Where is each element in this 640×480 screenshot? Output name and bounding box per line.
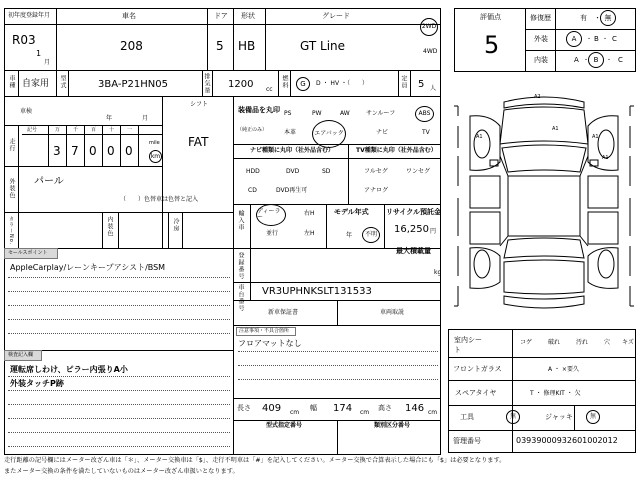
mileage-digit-1: 7	[71, 144, 79, 158]
tv-oneseg: ワンセグ	[406, 168, 431, 175]
dealer-circle	[256, 204, 286, 226]
exterior-grade-label: 外装	[534, 35, 548, 43]
front-glass-label: フロントガラス	[453, 365, 502, 373]
height-value: 146	[405, 403, 425, 414]
footer-note-2: またメーター交換の条件を満たしていないものはメーター改ざん車扱いとなります。	[4, 468, 239, 475]
mileage-digit-2: 0	[89, 144, 97, 158]
diagram-mark-a1-hood: A1	[552, 126, 559, 132]
front-glass-value: A ・ ×要久	[548, 366, 579, 373]
equipment-title: 装備品を丸印	[238, 106, 280, 114]
sheet-burn: コゲ	[520, 339, 533, 346]
jack-none-circle	[586, 410, 600, 424]
equip-airbag: エアバック	[314, 130, 344, 137]
exterior-color-note: （ ）色替車は色替と記入	[120, 196, 199, 203]
recycle-fee-label: リサイクル預託金	[386, 208, 442, 216]
fuel-gas-circle	[296, 77, 310, 91]
diagram-mark-a2: A2	[534, 94, 541, 100]
spare-tire-value: T ・ 修理KIT ・ 欠	[530, 390, 581, 397]
dealer-label: ディーラー	[257, 208, 281, 221]
length-unit: cm	[290, 409, 300, 416]
diagram-mark-a1-right: A1	[592, 134, 599, 140]
interior-grade-b: B	[593, 55, 599, 64]
footer-note-1: 走行距離の記号欄にはメーター改ざん車は「＊」、メーター交換車は「$」、走行不明車は「#」を記入してください。メーター交換で合算表示した場合にも「$」は必要となります。	[4, 457, 506, 464]
type-no-label: 型式指定番号	[266, 422, 303, 429]
tools-label: 工具	[460, 413, 474, 421]
equip-tv: TV	[422, 129, 430, 136]
inspector-line-1: 運転席しわけ、ピラー内張りA小	[10, 365, 128, 374]
diagram-mark-a1-lower: A1	[602, 155, 609, 161]
equip-ps: PS	[284, 110, 292, 117]
width-unit: cm	[360, 409, 370, 416]
equip-sunroof: サンルーフ	[366, 110, 396, 117]
nav-hdd: HDD	[246, 168, 260, 175]
sales-point-label: セールスポイント	[8, 250, 48, 256]
sheet-scratch: キズ	[622, 339, 634, 346]
sheet-tear: 破れ	[548, 339, 561, 346]
displacement-value: 1200	[228, 79, 254, 90]
unknown-circle	[362, 227, 380, 243]
equipment-subtitle: （純正のみ）	[237, 127, 268, 133]
score-value: 5	[484, 31, 500, 59]
diagram-mark-a1-left: A1	[476, 134, 483, 140]
class-no-label: 類別区分番号	[374, 422, 411, 429]
max-load-label: 最大積載量	[396, 247, 431, 255]
width-label: 幅	[310, 404, 317, 412]
tv-fullseg: フルセグ	[364, 168, 388, 175]
drive-2wd-circle	[420, 18, 438, 36]
left-handle-label: 左H	[304, 230, 315, 237]
jack-none: 無	[589, 413, 596, 420]
inspector-label: 検査記入欄	[8, 352, 34, 358]
shape-value: HB	[238, 39, 256, 53]
nav-cd: CD	[248, 187, 257, 194]
recycle-fee-yen: 円	[430, 228, 437, 235]
equip-pw: PW	[312, 110, 322, 117]
fuel-label: 燃料	[281, 75, 288, 89]
drive-2wd-label: 2WD	[421, 23, 437, 30]
capacity-value: 5	[418, 79, 425, 90]
shape-label: 形状	[241, 12, 255, 20]
equip-abs: ABS	[418, 110, 431, 117]
mileage-label: 走行	[8, 138, 15, 152]
car-name-label: 車名	[122, 12, 136, 20]
equip-aw: AW	[340, 110, 350, 117]
interior-grade-label: 内装	[534, 56, 548, 64]
right-handle-label: 右H	[304, 210, 315, 217]
exterior-grade-a-circle	[566, 31, 582, 47]
capacity-label: 定員	[400, 75, 407, 89]
first-reg-label: 初年度登録年月	[8, 12, 51, 19]
notes-text: フロアマットなし	[238, 339, 302, 348]
car-damage-diagram	[450, 86, 638, 322]
management-value: 0393900093260100​2012	[516, 436, 618, 445]
parallel-label: 並行	[266, 230, 279, 237]
unknown-label: 不明	[364, 231, 377, 238]
chassis-label: 車台番号	[237, 284, 244, 312]
displacement-unit: cc	[266, 86, 273, 93]
sheet-hole: 穴	[604, 339, 611, 346]
tv-analog: アナログ	[364, 187, 389, 194]
recycle-fee-value: 16,250	[394, 224, 429, 235]
mileage-digit-4: 0	[125, 144, 133, 158]
interior-grade-b-circle	[588, 52, 604, 68]
doors-label: ドア	[214, 12, 228, 20]
length-value: 409	[262, 403, 282, 414]
mileage-digit-3: 0	[107, 144, 115, 158]
digit-header-0: 万	[55, 127, 61, 133]
sales-point-text: AppleCarplay/レーンキープアシスト/BSM	[10, 263, 166, 272]
interior-grade-dot-1: ・	[583, 57, 590, 64]
fuel-gas-label: G	[300, 79, 306, 88]
mileage-digit-0: 3	[53, 144, 61, 158]
shaken-month-unit: 月	[142, 115, 149, 122]
first-reg-month: 1	[36, 49, 42, 58]
interior-grade-a: A	[574, 56, 579, 64]
digit-header-3: 十	[109, 127, 115, 133]
inspector-line-2: 外装タッチP跡	[10, 379, 64, 388]
nav-dvd: DVD	[286, 168, 300, 175]
nav-title: ナビ種類に丸印（社外品含む）	[250, 147, 335, 154]
length-label: 長さ	[237, 404, 251, 412]
doors-value: 5	[216, 39, 224, 53]
digit-header-1: 千	[73, 127, 79, 133]
first-reg-year: R03	[12, 33, 36, 47]
shift-label: シフト	[190, 101, 209, 108]
exterior-grade-dot-2: ・	[602, 36, 609, 43]
management-label: 管理番号	[453, 437, 481, 445]
shaken-label: 車検	[20, 108, 33, 115]
chassis-value: VR3UPHNKSLT131533	[262, 286, 372, 297]
repair-dot: ・	[594, 14, 601, 22]
model-value: 3BA-P21HN05	[98, 79, 168, 90]
warranty-label: 新車保証書	[268, 309, 299, 316]
import-label: 輸入車	[237, 210, 244, 231]
manual-label: 車両取説	[380, 309, 405, 316]
max-load-unit: kg	[434, 269, 442, 276]
exterior-grade-a: A	[571, 34, 577, 43]
usage-label: 車種	[8, 75, 15, 89]
shift-value: FAT	[188, 135, 209, 149]
grade-label: グレード	[322, 12, 350, 20]
repair-yes: 有	[580, 14, 587, 22]
exterior-grade-dot-1: ・	[586, 36, 593, 43]
tools-none-circle	[506, 410, 520, 424]
displacement-label: 排気量	[203, 73, 210, 94]
exterior-grade-c: C	[612, 35, 617, 43]
capacity-unit: 人	[430, 85, 437, 92]
equip-navi: ナビ	[376, 129, 389, 136]
fuel-other-options: D ・ HV ・（ ）	[316, 80, 368, 87]
notes-label: 注意事項・不具合箇所	[239, 328, 290, 334]
digit-header-2: 百	[91, 127, 97, 133]
width-value: 174	[333, 403, 353, 414]
exterior-grade-b: B	[594, 35, 599, 43]
height-label: 高さ	[378, 404, 392, 412]
digit-header-4: 一	[127, 127, 133, 133]
repair-history-label: 修復歴	[530, 14, 551, 22]
exterior-color-value: パール	[34, 176, 64, 187]
km-circle	[149, 150, 162, 163]
equip-leather: 本革	[284, 129, 297, 136]
repair-no: 無	[604, 13, 612, 22]
repair-no-circle	[600, 10, 616, 26]
first-reg-month-unit: 月	[44, 59, 51, 66]
jack-label: ジャッキ	[545, 413, 573, 421]
aircon-label: 冷房	[172, 218, 179, 232]
equip-abs-circle	[415, 106, 434, 122]
interior-color-label: 内装色	[106, 216, 113, 237]
model-year-unit: 年	[346, 232, 353, 239]
color-no-label: カラーNo.	[8, 216, 14, 246]
exterior-color-label: 外装色	[8, 178, 15, 199]
km-label: km	[150, 152, 161, 160]
model-label: 型式	[59, 75, 66, 89]
tools-none: 無	[509, 413, 516, 420]
interior-grade-c: C	[618, 56, 623, 64]
record-label: 記号	[27, 127, 38, 133]
score-label: 評価点	[480, 13, 501, 21]
model-year-label: モデル年式	[334, 208, 369, 216]
nav-sd: SD	[322, 168, 331, 175]
sheet-stain: 汚れ	[576, 339, 589, 346]
interior-sheet-label: 室内シート	[454, 336, 482, 354]
mile-label: mile	[149, 140, 160, 146]
spare-tire-label: スペアタイヤ	[455, 389, 497, 397]
shaken-year-unit: 年	[106, 115, 113, 122]
drive-4wd-label: 4WD	[423, 48, 438, 55]
height-unit: cm	[428, 409, 438, 416]
interior-grade-dot-2: ・	[606, 57, 613, 64]
nav-dvd-play: DVD再生可	[276, 187, 308, 194]
tv-title: TV種類に丸印（社外品含む）	[356, 147, 437, 154]
car-name-value: 208	[120, 39, 143, 53]
reg-no-label: 登録番号	[237, 252, 244, 280]
grade-value: GT Line	[300, 39, 346, 53]
usage-value: 自家用	[22, 79, 50, 89]
